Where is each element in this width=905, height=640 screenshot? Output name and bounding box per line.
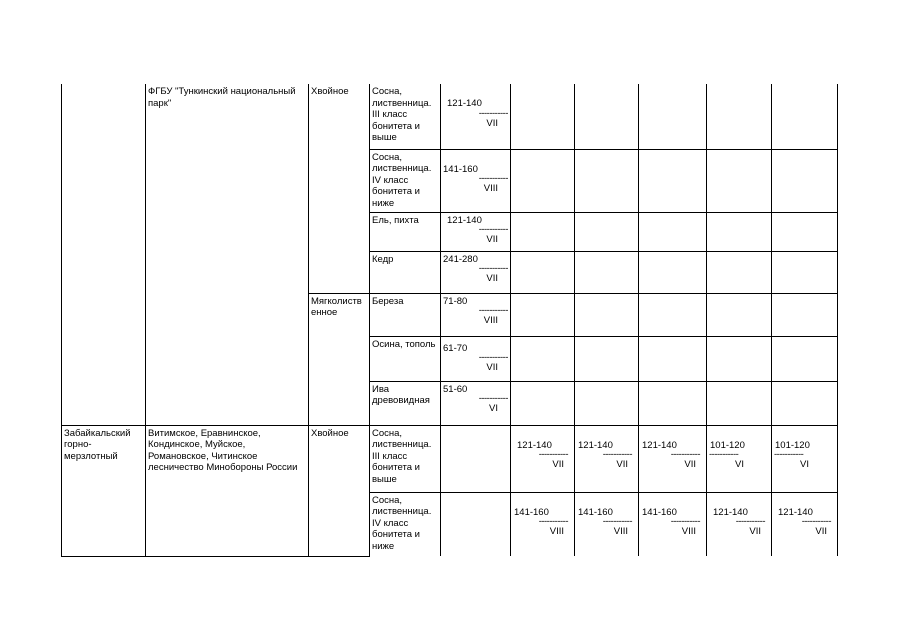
age-class: VII <box>486 273 498 285</box>
empty-cell <box>511 212 575 251</box>
empty-cell <box>639 336 707 381</box>
empty-cell <box>511 293 575 336</box>
value-cell <box>639 425 707 492</box>
age-divider: ----------- <box>602 451 632 460</box>
empty-cell <box>707 149 772 212</box>
empty-cell <box>575 212 639 251</box>
age-divider: ----------- <box>538 451 568 460</box>
age-cell <box>441 251 511 293</box>
age-range: 121-140 <box>713 506 748 518</box>
empty-cell <box>772 293 838 336</box>
empty-cell <box>639 212 707 251</box>
species-cell <box>370 212 441 251</box>
age-class: VIII <box>483 315 498 327</box>
age-cell-empty <box>441 425 511 492</box>
empty-cell <box>575 336 639 381</box>
empty-cell <box>707 212 772 251</box>
empty-cell <box>707 336 772 381</box>
value-cell <box>707 425 772 492</box>
value-cell <box>511 425 575 492</box>
species-cell <box>370 425 441 492</box>
value-cell <box>575 492 639 556</box>
age-range: 121-140 <box>578 439 613 451</box>
species-name: Осина, тополь <box>372 338 436 350</box>
age-range: 121-140 <box>778 506 813 518</box>
age-divider: ----------- <box>774 451 804 460</box>
age-range: 101-120 <box>710 439 745 451</box>
empty-cell <box>575 381 639 425</box>
age-divider: ----------- <box>670 518 700 527</box>
value-cell <box>639 492 707 556</box>
empty-cell <box>772 251 838 293</box>
age-range: 121-140 <box>447 98 482 109</box>
table-row <box>62 425 838 492</box>
age-class: VII <box>684 459 696 471</box>
group-cell <box>309 84 370 293</box>
age-divider: ----------- <box>538 518 568 527</box>
age-cell <box>441 212 511 251</box>
age-class: VII <box>486 234 498 246</box>
species-cell <box>370 149 441 212</box>
age-class: VI <box>735 459 744 471</box>
empty-cell <box>707 84 772 149</box>
empty-cell <box>575 149 639 212</box>
value-cell <box>575 425 639 492</box>
age-divider: ----------- <box>478 109 508 118</box>
table-row <box>62 84 838 149</box>
age-class: VIII <box>549 526 564 538</box>
empty-cell <box>575 293 639 336</box>
species-cell <box>370 293 441 336</box>
age-range: 121-140 <box>642 439 677 451</box>
age-range: 141-160 <box>578 506 613 518</box>
species-cell <box>370 492 441 556</box>
empty-cell <box>575 251 639 293</box>
empty-cell <box>639 293 707 336</box>
group-name: Хвойное <box>311 86 349 97</box>
region-cell-empty <box>62 84 146 425</box>
group-cell <box>309 425 370 556</box>
empty-cell <box>707 251 772 293</box>
empty-cell <box>511 251 575 293</box>
value-cell <box>772 492 838 556</box>
region-cell <box>62 425 146 556</box>
region-name: Забайкальский горно-мерзлотный <box>64 427 131 462</box>
empty-cell <box>772 381 838 425</box>
organization-cell <box>146 84 309 425</box>
empty-cell <box>772 84 838 149</box>
empty-cell <box>639 381 707 425</box>
empty-cell <box>639 149 707 212</box>
empty-cell <box>639 84 707 149</box>
age-divider: ----------- <box>478 226 508 235</box>
age-cell <box>441 293 511 336</box>
age-divider: ----------- <box>801 518 831 527</box>
age-cell <box>441 149 511 212</box>
age-cell <box>441 336 511 381</box>
empty-cell <box>511 336 575 381</box>
age-range: 101-120 <box>775 439 810 451</box>
age-divider: ----------- <box>478 307 508 316</box>
age-class: VII <box>815 526 827 538</box>
age-class: VIII <box>483 183 498 195</box>
age-range: 71-80 <box>443 295 468 307</box>
age-class: VI <box>800 459 809 471</box>
species-cell <box>370 84 441 149</box>
age-class: VII <box>616 459 628 471</box>
organization-name: Витимское, Еравнинское, Кондинское, Муйское, Романовское, Читинское лесничество Минобороны России <box>148 427 298 474</box>
forest-age-table <box>61 84 838 557</box>
organization-cell <box>146 425 309 556</box>
age-range: 241-280 <box>443 253 478 265</box>
group-name: Мягколиственное <box>311 295 362 319</box>
empty-cell <box>575 84 639 149</box>
species-name: Сосна, лиственница. IV класс бонитета и ниже <box>372 151 432 209</box>
empty-cell <box>707 381 772 425</box>
age-divider: ----------- <box>602 518 632 527</box>
age-class: VII <box>749 526 761 538</box>
age-range: 121-140 <box>517 439 552 451</box>
species-name: Ива древовидная <box>372 383 430 407</box>
age-cell <box>441 381 511 425</box>
age-divider: ----------- <box>478 265 508 274</box>
empty-cell <box>511 84 575 149</box>
empty-cell <box>772 336 838 381</box>
species-cell <box>370 381 441 425</box>
species-name: Ель, пихта <box>372 214 419 226</box>
age-class: VIII <box>613 526 628 538</box>
age-divider: ----------- <box>478 354 508 363</box>
empty-cell <box>772 149 838 212</box>
empty-cell <box>772 212 838 251</box>
age-range: 141-160 <box>642 506 677 518</box>
age-range: 141-160 <box>443 163 478 175</box>
species-name: Сосна, лиственница. III класс бонитета и выше <box>372 427 432 485</box>
age-divider: ----------- <box>709 451 739 460</box>
value-cell <box>511 492 575 556</box>
age-class: VII <box>552 459 564 471</box>
age-cell <box>441 84 511 149</box>
empty-cell <box>639 251 707 293</box>
age-range: 141-160 <box>514 506 549 518</box>
value-cell <box>772 425 838 492</box>
age-divider: ----------- <box>478 395 508 404</box>
age-divider: ----------- <box>478 175 508 184</box>
age-cell-empty <box>441 492 511 556</box>
species-name: Кедр <box>372 253 394 265</box>
age-divider: ----------- <box>735 518 765 527</box>
age-class: VII <box>486 362 498 374</box>
species-cell <box>370 251 441 293</box>
age-class: VII <box>486 117 498 129</box>
organization-name: ФГБУ "Тункинский национальный парк" <box>148 86 296 109</box>
age-range: 61-70 <box>443 342 468 354</box>
species-name: Береза <box>372 295 404 307</box>
group-cell <box>309 293 370 425</box>
species-name: Сосна, лиственница. IV класс бонитета и ниже <box>372 494 432 552</box>
empty-cell <box>511 381 575 425</box>
empty-cell <box>511 149 575 212</box>
empty-cell <box>707 293 772 336</box>
group-name: Хвойное <box>311 427 349 439</box>
age-divider: ----------- <box>670 451 700 460</box>
value-cell <box>707 492 772 556</box>
age-range: 121-140 <box>447 214 482 226</box>
species-cell <box>370 336 441 381</box>
species-name: Сосна, лиственница. III класс бонитета и выше <box>372 86 432 144</box>
age-range: 51-60 <box>443 383 468 395</box>
age-class: VI <box>489 403 498 415</box>
age-class: VIII <box>681 526 696 538</box>
